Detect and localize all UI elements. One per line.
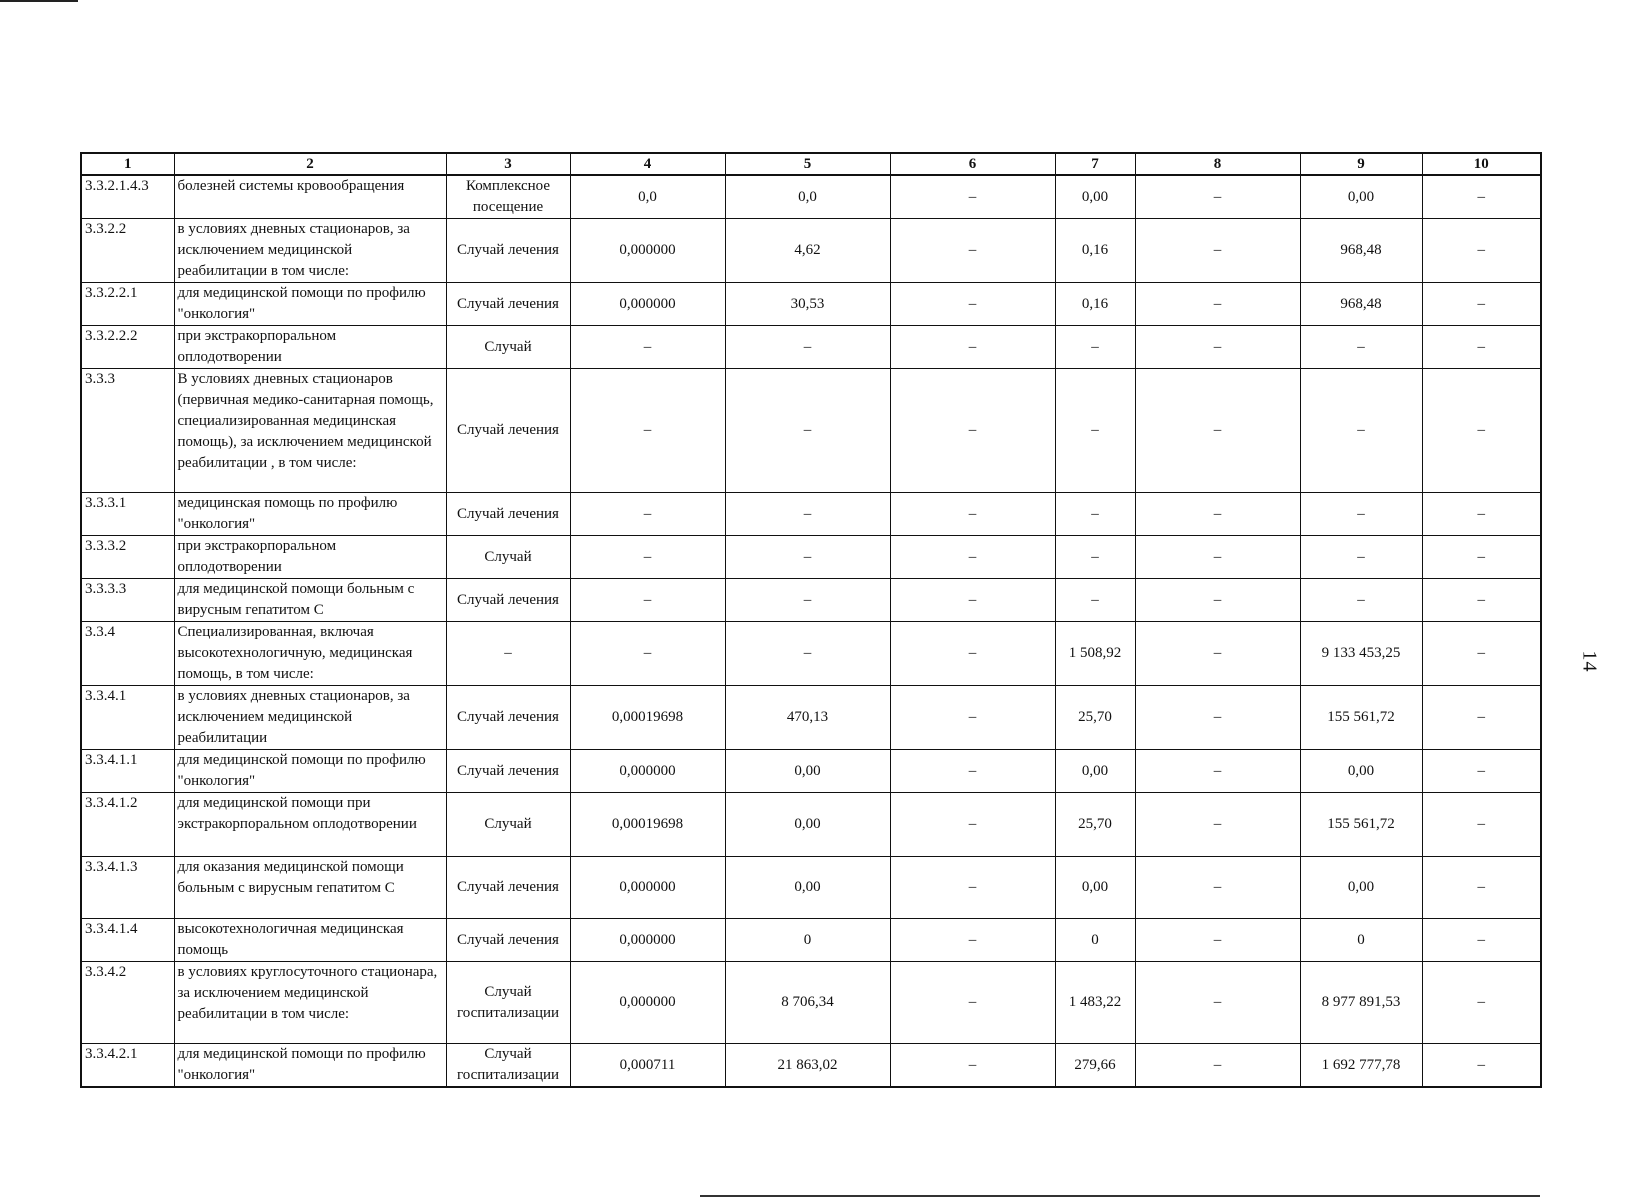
table-row [81,750,1541,793]
table-row [81,579,1541,622]
cell-col6: – [890,536,1055,579]
cell-col4: 0,000000 [570,219,725,283]
cell-col4: – [570,622,725,686]
cell-col6: – [890,857,1055,919]
cell-name: для медицинской помощи по профилю "онкология" [174,1044,446,1088]
cell-col8: – [1135,369,1300,493]
cell-col4: – [570,369,725,493]
column-number-row [81,153,1541,175]
cell-col6: – [890,962,1055,1044]
cell-unit: Случай [446,536,570,579]
cell-code: 3.3.2.1.4.3 [81,175,174,219]
cell-col5: – [725,369,890,493]
column-number: 6 [890,153,1055,175]
cell-code: 3.3.4.2 [81,962,174,1044]
data-table [80,152,1542,1088]
cell-col8: – [1135,283,1300,326]
cell-col5: – [725,493,890,536]
cell-col10: – [1422,793,1541,857]
cell-col4: – [570,579,725,622]
cell-unit: Случай лечения [446,750,570,793]
cell-col5: 4,62 [725,219,890,283]
table-row [81,219,1541,283]
cell-code: 3.3.3.3 [81,579,174,622]
cell-col9: 0,00 [1300,857,1422,919]
cell-col8: – [1135,750,1300,793]
cell-col7: – [1055,326,1135,369]
cell-col10: – [1422,326,1541,369]
cell-col8: – [1135,1044,1300,1088]
cell-col10: – [1422,750,1541,793]
table-row [81,1044,1541,1088]
cell-col8: – [1135,579,1300,622]
cell-col10: – [1422,283,1541,326]
table-row [81,686,1541,750]
cell-unit: Случай лечения [446,857,570,919]
cell-col9: 0,00 [1300,175,1422,219]
cell-col7: 0,16 [1055,219,1135,283]
cell-col5: – [725,536,890,579]
cell-col10: – [1422,493,1541,536]
cell-col9: 0,00 [1300,750,1422,793]
table-row [81,857,1541,919]
cell-col8: – [1135,175,1300,219]
cell-col8: – [1135,793,1300,857]
cell-col7: 1 483,22 [1055,962,1135,1044]
page-number: 14 [1578,650,1601,673]
cell-code: 3.3.4.1.1 [81,750,174,793]
cell-col5: 0,00 [725,857,890,919]
cell-col7: 0,00 [1055,175,1135,219]
cell-col4: 0,000711 [570,1044,725,1088]
cell-col8: – [1135,326,1300,369]
cell-col9: – [1300,369,1422,493]
cell-col6: – [890,579,1055,622]
cell-code: 3.3.3.1 [81,493,174,536]
cell-col6: – [890,283,1055,326]
cell-name: Специализированная, включая высокотехнологичную, медицинская помощь, в том числе: [174,622,446,686]
cell-col10: – [1422,919,1541,962]
cell-name: для медицинской помощи по профилю "онкология" [174,283,446,326]
cell-code: 3.3.4.1 [81,686,174,750]
cell-col6: – [890,793,1055,857]
cell-col10: – [1422,962,1541,1044]
cell-col8: – [1135,536,1300,579]
cell-col9: 0 [1300,919,1422,962]
cell-unit: Случай госпитализации [446,962,570,1044]
table-row [81,493,1541,536]
cell-name: в условиях дневных стационаров, за исключением медицинской реабилитации [174,686,446,750]
table-row [81,175,1541,219]
cell-name: при экстракорпоральном оплодотворении [174,326,446,369]
table-row [81,919,1541,962]
cell-col7: 0,00 [1055,857,1135,919]
cell-col9: 9 133 453,25 [1300,622,1422,686]
cell-col4: 0,000000 [570,283,725,326]
cell-unit: Случай лечения [446,919,570,962]
cell-col9: 968,48 [1300,219,1422,283]
cell-col7: – [1055,536,1135,579]
cell-col6: – [890,1044,1055,1088]
cell-col9: – [1300,579,1422,622]
cell-col5: – [725,622,890,686]
cell-col7: – [1055,493,1135,536]
cell-col7: – [1055,579,1135,622]
column-number: 9 [1300,153,1422,175]
cell-unit: Комплексное посещение [446,175,570,219]
cell-col7: 0 [1055,919,1135,962]
cell-col10: – [1422,219,1541,283]
table-row [81,962,1541,1044]
cell-unit: Случай лечения [446,283,570,326]
cell-col7: 0,16 [1055,283,1135,326]
cell-col4: 0,000000 [570,962,725,1044]
cell-col8: – [1135,686,1300,750]
cell-code: 3.3.4 [81,622,174,686]
cell-col7: 279,66 [1055,1044,1135,1088]
cell-code: 3.3.4.1.4 [81,919,174,962]
cell-code: 3.3.3.2 [81,536,174,579]
cell-code: 3.3.3 [81,369,174,493]
cell-col9: – [1300,326,1422,369]
cell-col10: – [1422,686,1541,750]
cell-unit: Случай госпитализации [446,1044,570,1088]
table-row [81,793,1541,857]
cell-col6: – [890,493,1055,536]
column-number: 10 [1422,153,1541,175]
cell-code: 3.3.2.2.2 [81,326,174,369]
cell-col7: 25,70 [1055,793,1135,857]
cell-code: 3.3.2.2 [81,219,174,283]
cell-col9: 968,48 [1300,283,1422,326]
cell-col5: 21 863,02 [725,1044,890,1088]
cell-col7: 25,70 [1055,686,1135,750]
column-number: 5 [725,153,890,175]
cell-col4: 0,000000 [570,857,725,919]
table-row [81,326,1541,369]
bottom-edge-rule [700,1195,1540,1197]
cell-unit: Случай [446,793,570,857]
cell-col4: 0,0 [570,175,725,219]
cell-col5: 0,00 [725,793,890,857]
cell-name: для медицинской помощи больным с вирусным гепатитом С [174,579,446,622]
cell-code: 3.3.4.1.2 [81,793,174,857]
cell-col6: – [890,622,1055,686]
table-row [81,369,1541,493]
column-number: 7 [1055,153,1135,175]
cell-col7: 0,00 [1055,750,1135,793]
cell-col9: – [1300,536,1422,579]
cell-col5: 8 706,34 [725,962,890,1044]
top-edge-rule [0,0,78,2]
cell-col7: – [1055,369,1135,493]
cell-unit: – [446,622,570,686]
cell-name: для медицинской помощи по профилю "онкология" [174,750,446,793]
cell-col10: – [1422,579,1541,622]
cell-col4: 0,00019698 [570,793,725,857]
cell-col8: – [1135,219,1300,283]
cell-col4: – [570,536,725,579]
cell-col10: – [1422,1044,1541,1088]
cell-col5: – [725,326,890,369]
cell-unit: Случай лечения [446,219,570,283]
cell-unit: Случай [446,326,570,369]
cell-col6: – [890,219,1055,283]
cell-col9: 155 561,72 [1300,793,1422,857]
cell-col8: – [1135,919,1300,962]
cell-name: для оказания медицинской помощи больным с вирусным гепатитом С [174,857,446,919]
cell-col8: – [1135,857,1300,919]
cell-col10: – [1422,536,1541,579]
cell-col9: 155 561,72 [1300,686,1422,750]
cell-code: 3.3.2.2.1 [81,283,174,326]
table-row [81,622,1541,686]
table-row [81,283,1541,326]
cell-col5: 0,00 [725,750,890,793]
column-number: 4 [570,153,725,175]
cell-col9: 8 977 891,53 [1300,962,1422,1044]
cell-col6: – [890,686,1055,750]
cell-col6: – [890,919,1055,962]
cell-name: медицинская помощь по профилю "онкология" [174,493,446,536]
cell-name: высокотехнологичная медицинская помощь [174,919,446,962]
cell-col4: 0,000000 [570,750,725,793]
cell-code: 3.3.4.1.3 [81,857,174,919]
cell-col5: 0,0 [725,175,890,219]
cell-unit: Случай лечения [446,579,570,622]
column-number: 2 [174,153,446,175]
cell-unit: Случай лечения [446,493,570,536]
cell-code: 3.3.4.2.1 [81,1044,174,1088]
cell-col8: – [1135,622,1300,686]
cell-unit: Случай лечения [446,369,570,493]
cell-col10: – [1422,175,1541,219]
cell-col4: – [570,493,725,536]
cell-col4: 0,00019698 [570,686,725,750]
cell-col4: 0,000000 [570,919,725,962]
cell-col9: 1 692 777,78 [1300,1044,1422,1088]
cell-unit: Случай лечения [446,686,570,750]
cell-col6: – [890,326,1055,369]
cell-col8: – [1135,493,1300,536]
cell-name: в условиях дневных стационаров, за исключением медицинской реабилитации в том числе: [174,219,446,283]
cell-name: В условиях дневных стационаров (первичная медико-санитарная помощь, специализированная медицинская помощь), за исключением медицинской реабилитации , в том числе: [174,369,446,493]
cell-name: в условиях круглосуточного стационара, за исключением медицинской реабилитации в том числе: [174,962,446,1044]
cell-name: при экстракорпоральном оплодотворении [174,536,446,579]
column-number: 3 [446,153,570,175]
cell-col6: – [890,175,1055,219]
column-number: 8 [1135,153,1300,175]
cell-col10: – [1422,622,1541,686]
cell-col9: – [1300,493,1422,536]
cell-col5: 470,13 [725,686,890,750]
cell-col10: – [1422,857,1541,919]
cell-col6: – [890,750,1055,793]
table-row [81,536,1541,579]
cell-col5: – [725,579,890,622]
cell-col10: – [1422,369,1541,493]
cell-col6: – [890,369,1055,493]
cell-name: для медицинской помощи при экстракорпоральном оплодотворении [174,793,446,857]
cell-col5: 30,53 [725,283,890,326]
cell-name: болезней системы кровообращения [174,175,446,219]
column-number: 1 [81,153,174,175]
cell-col7: 1 508,92 [1055,622,1135,686]
cell-col4: – [570,326,725,369]
cell-col8: – [1135,962,1300,1044]
cell-col5: 0 [725,919,890,962]
